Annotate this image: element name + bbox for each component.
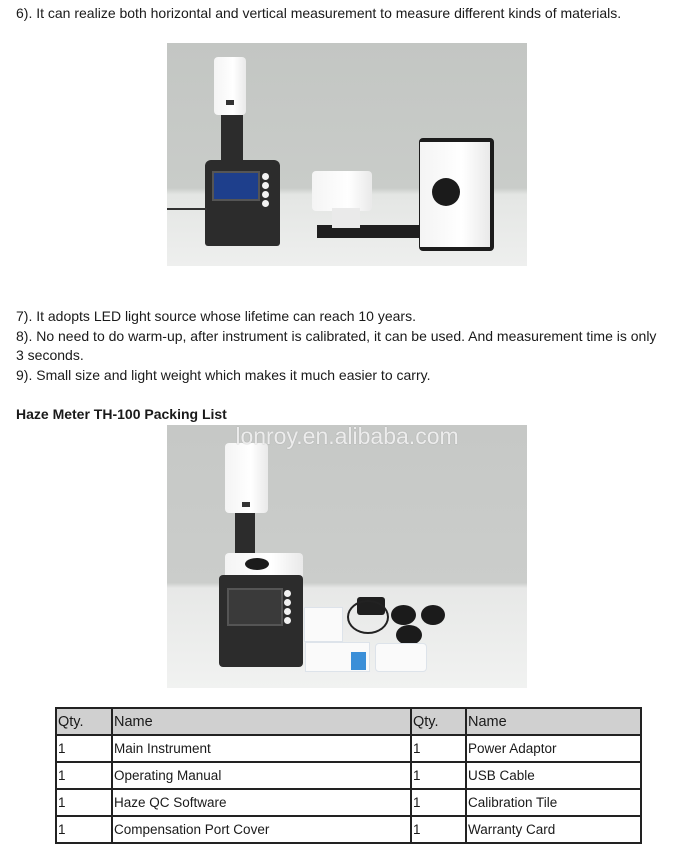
instrument-button (284, 590, 291, 597)
feature-7-text: 7). It adopts LED light source whose lifetime can reach 10 years. (16, 308, 416, 324)
cell-qty: 1 (56, 816, 112, 843)
cell-name: Calibration Tile (466, 789, 641, 816)
watermark-text: lonroy.en.alibaba.com (235, 425, 459, 449)
usb-cable (347, 600, 389, 634)
compensation-port-cover (396, 625, 422, 645)
software-cd (375, 643, 427, 672)
instrument-screen (212, 171, 260, 201)
product-photo-packing (167, 425, 527, 688)
cell-name: USB Cable (466, 762, 641, 789)
instrument-column (221, 115, 243, 160)
power-cable (167, 208, 207, 210)
instrument-screen (227, 588, 283, 626)
warranty-card-label (351, 652, 366, 670)
cell-qty: 1 (56, 789, 112, 816)
attachment-port (432, 178, 460, 206)
logo-icon (226, 100, 234, 105)
table-row (56, 789, 641, 816)
cell-qty: 1 (56, 735, 112, 762)
instrument-button (262, 200, 269, 207)
packing-list-heading: Haze Meter TH-100 Packing List (16, 406, 227, 422)
operating-manual (304, 607, 343, 642)
logo-icon (242, 502, 250, 507)
packing-list-table (55, 707, 642, 844)
attachment-light-head (312, 171, 372, 211)
feature-8-text-line1: 8). No need to do warm-up, after instrument is calibrated, it can be used. And measurement time is only (16, 328, 657, 344)
attachment-post (332, 208, 360, 228)
header-name: Name (466, 708, 641, 735)
instrument-button (262, 182, 269, 189)
table-row (56, 762, 641, 789)
cell-qty: 1 (411, 735, 466, 762)
instrument-button (284, 599, 291, 606)
feature-9-text: 9). Small size and light weight which makes it much easier to carry. (16, 367, 431, 383)
product-photo-horizontal (167, 43, 527, 266)
instrument-head (214, 57, 246, 115)
cell-qty: 1 (56, 762, 112, 789)
table-row (56, 816, 641, 843)
table-row (56, 735, 641, 762)
cell-name: Warranty Card (466, 816, 641, 843)
cell-name: Haze QC Software (112, 789, 411, 816)
table-header-row (56, 708, 641, 735)
instrument-button (262, 191, 269, 198)
cell-qty: 1 (411, 816, 466, 843)
instrument-button (262, 173, 269, 180)
cell-name: Main Instrument (112, 735, 411, 762)
calibration-tile (391, 605, 416, 625)
cell-name: Compensation Port Cover (112, 816, 411, 843)
instrument-button (284, 617, 291, 624)
header-qty: Qty. (56, 708, 112, 735)
cell-name: Power Adaptor (466, 735, 641, 762)
feature-8-text-line2: 3 seconds. (16, 347, 84, 363)
header-qty: Qty. (411, 708, 466, 735)
cell-qty: 1 (411, 789, 466, 816)
header-name: Name (112, 708, 411, 735)
instrument-button (284, 608, 291, 615)
sample-port (245, 558, 269, 570)
calibration-tile (421, 605, 445, 625)
instrument-column (235, 513, 255, 553)
feature-6-text: 6). It can realize both horizontal and vertical measurement to measure different kinds of materials. (16, 5, 622, 21)
cell-name: Operating Manual (112, 762, 411, 789)
cell-qty: 1 (411, 762, 466, 789)
